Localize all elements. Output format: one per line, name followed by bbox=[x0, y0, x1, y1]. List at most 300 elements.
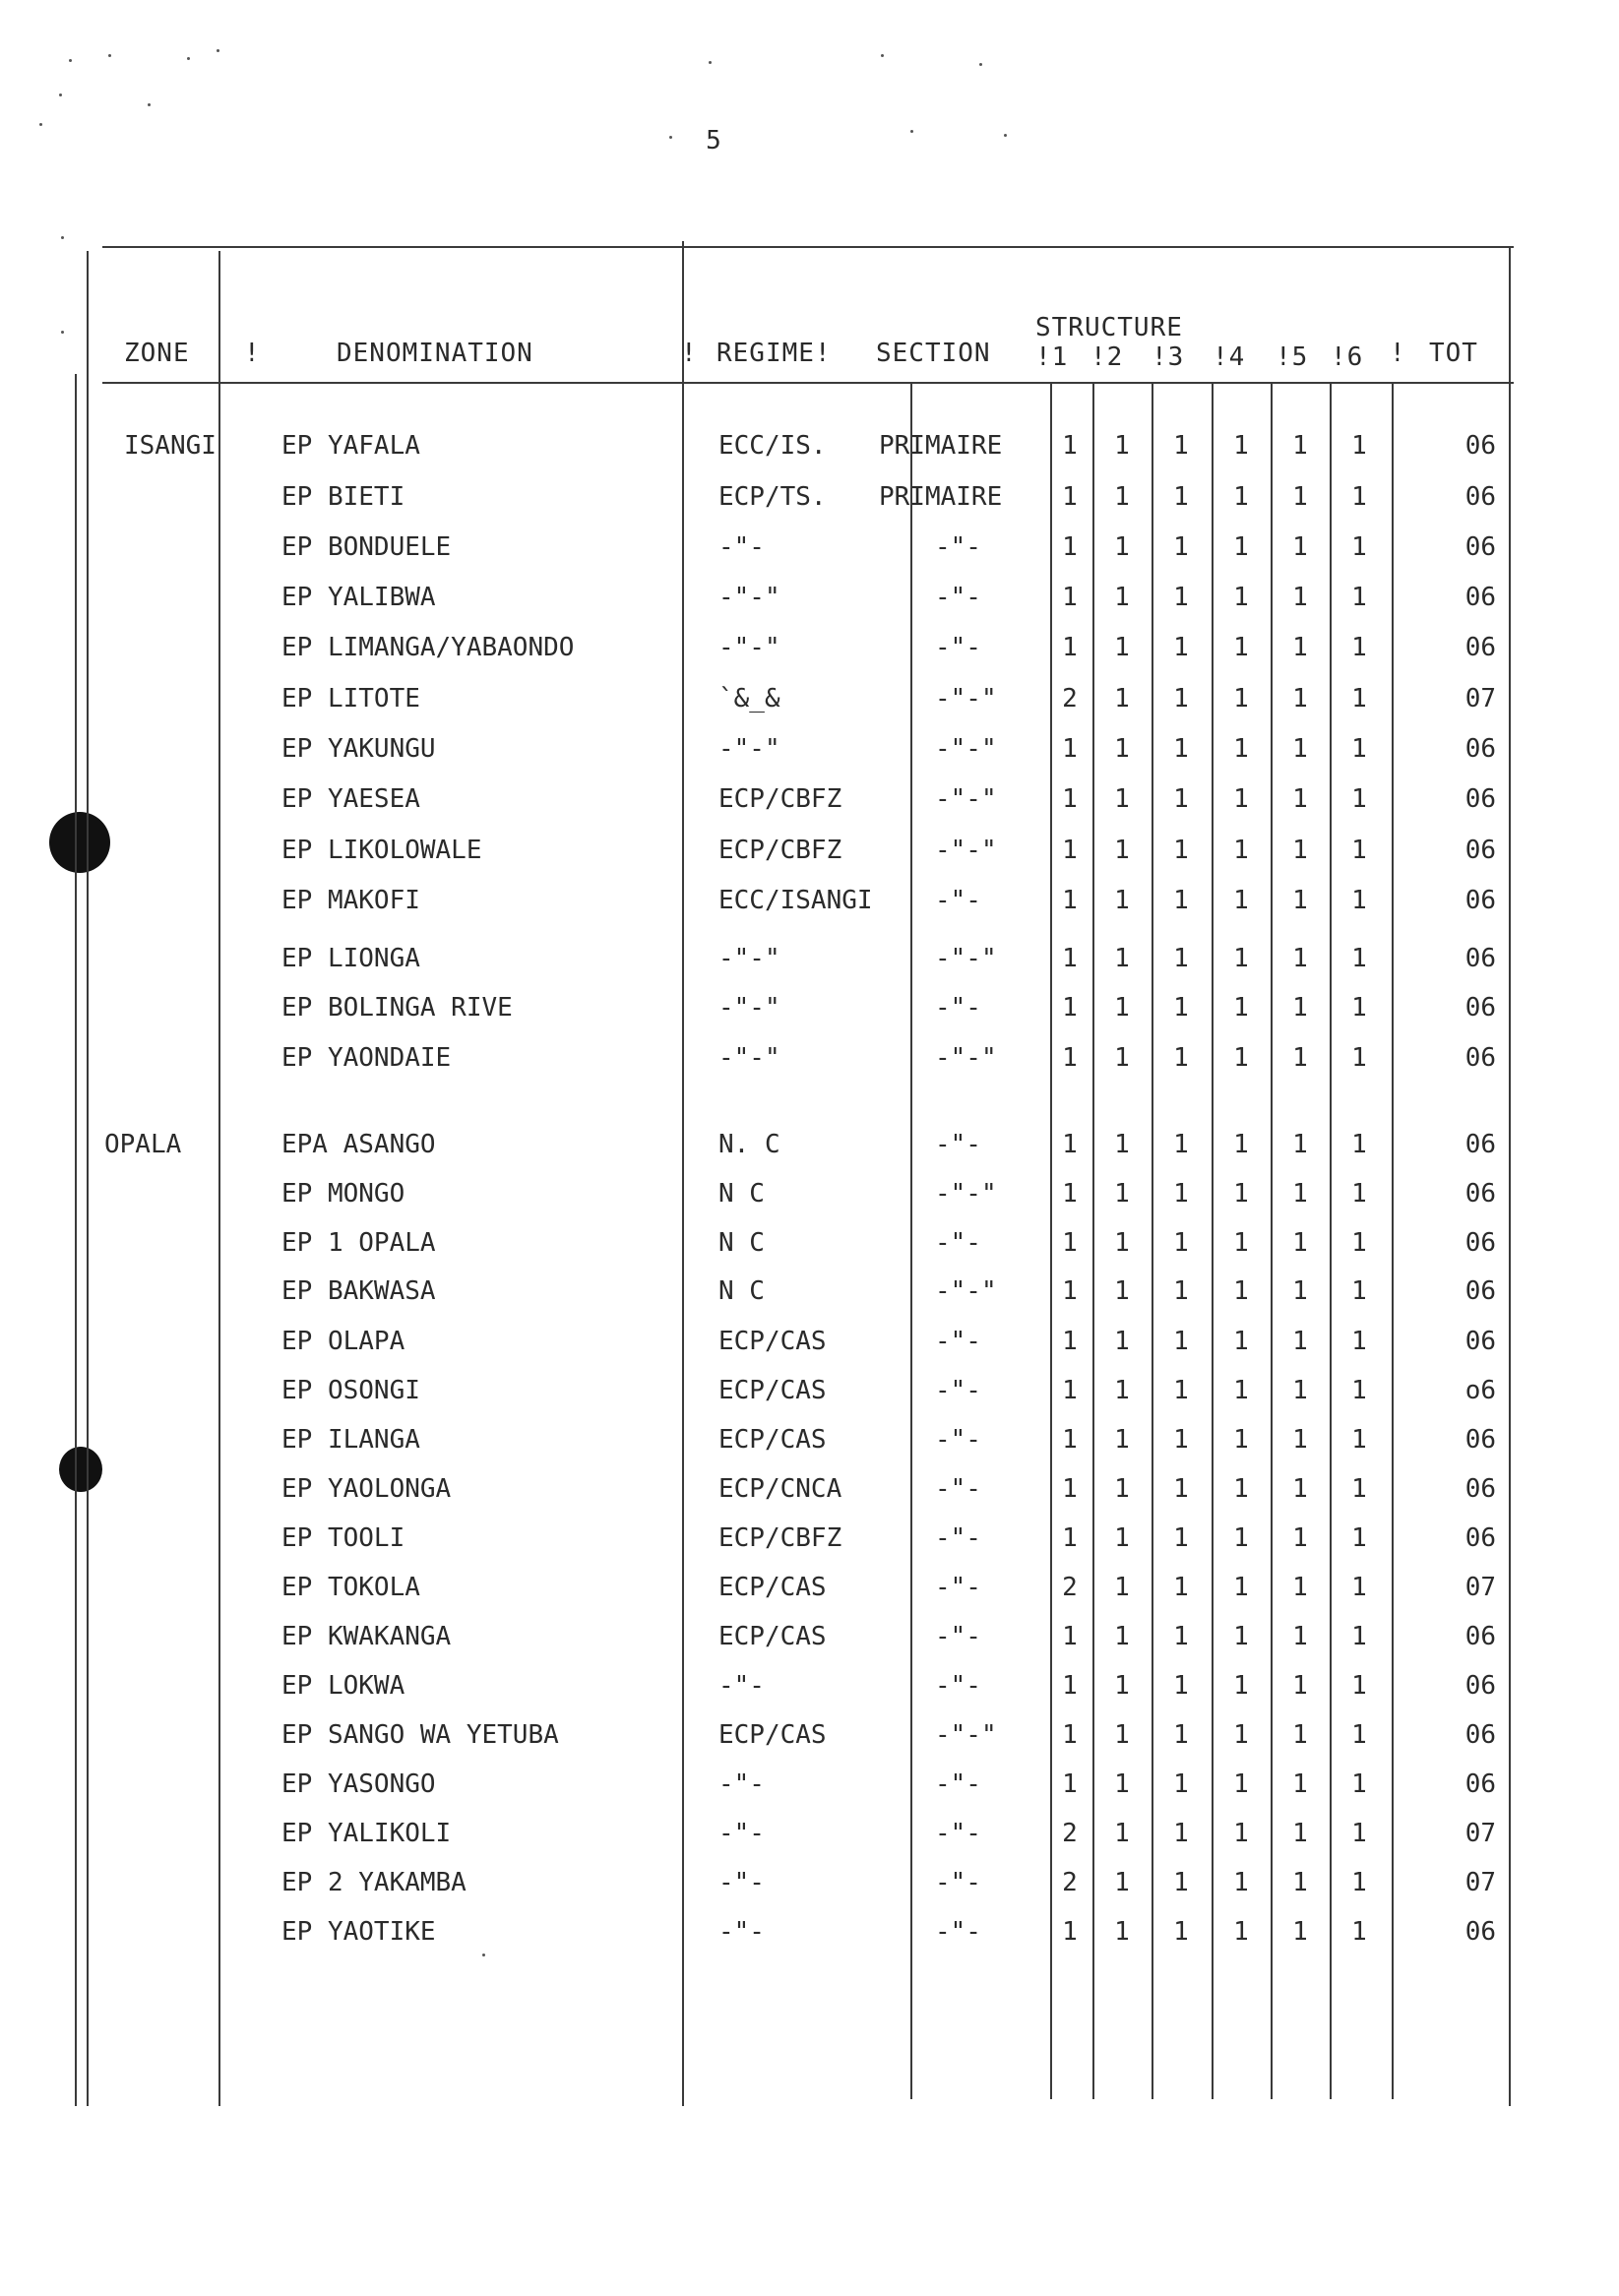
row-structure-4: 1 bbox=[1233, 1179, 1249, 1209]
row-structure-1: 1 bbox=[1062, 1917, 1078, 1947]
row-structure-4: 1 bbox=[1233, 1573, 1249, 1602]
row-structure-1: 1 bbox=[1062, 1043, 1078, 1073]
row-structure-6: 1 bbox=[1351, 734, 1367, 764]
row-structure-2: 1 bbox=[1114, 1573, 1130, 1602]
row-structure-3: 1 bbox=[1173, 1917, 1189, 1947]
row-structure-3: 1 bbox=[1173, 482, 1189, 512]
row-total: 06 bbox=[1464, 583, 1496, 612]
row-structure-3: 1 bbox=[1173, 532, 1189, 562]
row-denomination: EP BOLINGA RIVE bbox=[281, 993, 513, 1023]
row-structure-5: 1 bbox=[1292, 1819, 1308, 1848]
row-regime: -"-" bbox=[718, 1043, 780, 1073]
row-section: -"- bbox=[935, 1474, 981, 1504]
row-structure-6: 1 bbox=[1351, 1043, 1367, 1073]
row-structure-1: 1 bbox=[1062, 1276, 1078, 1306]
row-total: 06 bbox=[1464, 1179, 1496, 1209]
header-regime: REGIME! bbox=[716, 339, 832, 368]
row-structure-4: 1 bbox=[1233, 886, 1249, 915]
header-separator: ! bbox=[681, 339, 698, 368]
row-structure-2: 1 bbox=[1114, 633, 1130, 662]
row-structure-4: 1 bbox=[1233, 784, 1249, 814]
row-total: 06 bbox=[1464, 1523, 1496, 1553]
row-regime: `&_& bbox=[718, 684, 780, 714]
row-regime: ECP/CAS bbox=[718, 1720, 827, 1750]
row-structure-3: 1 bbox=[1173, 1179, 1189, 1209]
row-denomination: EP 1 OPALA bbox=[281, 1228, 436, 1258]
row-structure-3: 1 bbox=[1173, 1474, 1189, 1504]
row-denomination: EP KWAKANGA bbox=[281, 1622, 452, 1651]
row-denomination: EP ILANGA bbox=[281, 1425, 420, 1455]
row-zone: ISANGI bbox=[124, 431, 217, 461]
row-denomination: EP YAOTIKE bbox=[281, 1917, 436, 1947]
row-regime: N. C bbox=[718, 1130, 780, 1159]
row-structure-1: 1 bbox=[1062, 1179, 1078, 1209]
header-separator: ! bbox=[244, 339, 261, 368]
row-structure-2: 1 bbox=[1114, 1671, 1130, 1701]
row-section: -"- bbox=[935, 1622, 981, 1651]
row-total: 06 bbox=[1464, 944, 1496, 973]
row-structure-6: 1 bbox=[1351, 532, 1367, 562]
row-structure-6: 1 bbox=[1351, 1425, 1367, 1455]
row-total: 06 bbox=[1464, 1327, 1496, 1356]
row-total: 06 bbox=[1464, 1622, 1496, 1651]
row-total: 06 bbox=[1464, 482, 1496, 512]
row-structure-4: 1 bbox=[1233, 1376, 1249, 1405]
row-structure-6: 1 bbox=[1351, 1819, 1367, 1848]
row-structure-2: 1 bbox=[1114, 1868, 1130, 1897]
row-structure-3: 1 bbox=[1173, 1376, 1189, 1405]
row-structure-6: 1 bbox=[1351, 1474, 1367, 1504]
row-structure-5: 1 bbox=[1292, 1622, 1308, 1651]
row-structure-1: 1 bbox=[1062, 1228, 1078, 1258]
row-structure-1: 1 bbox=[1062, 1376, 1078, 1405]
row-structure-3: 1 bbox=[1173, 1228, 1189, 1258]
row-structure-1: 2 bbox=[1062, 1868, 1078, 1897]
row-structure-4: 1 bbox=[1233, 1043, 1249, 1073]
row-structure-4: 1 bbox=[1233, 1327, 1249, 1356]
row-structure-6: 1 bbox=[1351, 1228, 1367, 1258]
row-structure-1: 1 bbox=[1062, 1622, 1078, 1651]
row-structure-2: 1 bbox=[1114, 1228, 1130, 1258]
row-section: -"- bbox=[935, 633, 981, 662]
row-structure-6: 1 bbox=[1351, 1671, 1367, 1701]
row-section: PRIMAIRE bbox=[879, 482, 1003, 512]
row-structure-1: 2 bbox=[1062, 684, 1078, 714]
row-structure-4: 1 bbox=[1233, 1276, 1249, 1306]
row-structure-5: 1 bbox=[1292, 1276, 1308, 1306]
row-structure-1: 1 bbox=[1062, 1769, 1078, 1799]
row-section: PRIMAIRE bbox=[879, 431, 1003, 461]
header-structure-6: !6 bbox=[1331, 342, 1364, 372]
row-structure-1: 1 bbox=[1062, 734, 1078, 764]
row-structure-1: 1 bbox=[1062, 532, 1078, 562]
row-structure-1: 1 bbox=[1062, 1720, 1078, 1750]
row-structure-2: 1 bbox=[1114, 1819, 1130, 1848]
row-structure-3: 1 bbox=[1173, 944, 1189, 973]
row-structure-3: 1 bbox=[1173, 1868, 1189, 1897]
row-structure-6: 1 bbox=[1351, 784, 1367, 814]
row-structure-2: 1 bbox=[1114, 1425, 1130, 1455]
row-denomination: EP YAKUNGU bbox=[281, 734, 436, 764]
row-structure-5: 1 bbox=[1292, 734, 1308, 764]
row-section: -"- bbox=[935, 1917, 981, 1947]
row-structure-5: 1 bbox=[1292, 684, 1308, 714]
row-denomination: EP TOOLI bbox=[281, 1523, 405, 1553]
row-denomination: EP BIETI bbox=[281, 482, 405, 512]
row-structure-3: 1 bbox=[1173, 583, 1189, 612]
row-structure-3: 1 bbox=[1173, 1671, 1189, 1701]
row-regime: N C bbox=[718, 1228, 765, 1258]
row-structure-1: 1 bbox=[1062, 1474, 1078, 1504]
row-structure-5: 1 bbox=[1292, 993, 1308, 1023]
row-structure-6: 1 bbox=[1351, 836, 1367, 865]
row-regime: ECP/CNCA bbox=[718, 1474, 842, 1504]
row-structure-1: 1 bbox=[1062, 1425, 1078, 1455]
row-structure-6: 1 bbox=[1351, 1868, 1367, 1897]
row-denomination: EP 2 YAKAMBA bbox=[281, 1868, 467, 1897]
row-section: -"-" bbox=[935, 944, 997, 973]
row-structure-2: 1 bbox=[1114, 1043, 1130, 1073]
row-denomination: EP YALIKOLI bbox=[281, 1819, 452, 1848]
row-total: 06 bbox=[1464, 431, 1496, 461]
row-structure-3: 1 bbox=[1173, 633, 1189, 662]
row-total: 06 bbox=[1464, 532, 1496, 562]
row-section: -"-" bbox=[935, 1276, 997, 1306]
row-section: -"- bbox=[935, 1376, 981, 1405]
row-total: o6 bbox=[1464, 1376, 1496, 1405]
row-structure-5: 1 bbox=[1292, 836, 1308, 865]
row-structure-4: 1 bbox=[1233, 1622, 1249, 1651]
row-section: -"-" bbox=[935, 1043, 997, 1073]
row-structure-6: 1 bbox=[1351, 1769, 1367, 1799]
row-structure-1: 1 bbox=[1062, 482, 1078, 512]
row-structure-6: 1 bbox=[1351, 684, 1367, 714]
row-total: 06 bbox=[1464, 734, 1496, 764]
row-section: -"-" bbox=[935, 684, 997, 714]
row-structure-3: 1 bbox=[1173, 1130, 1189, 1159]
row-total: 07 bbox=[1464, 1868, 1496, 1897]
row-structure-5: 1 bbox=[1292, 1769, 1308, 1799]
row-total: 06 bbox=[1464, 886, 1496, 915]
row-structure-6: 1 bbox=[1351, 1917, 1367, 1947]
row-structure-6: 1 bbox=[1351, 583, 1367, 612]
row-total: 07 bbox=[1464, 1573, 1496, 1602]
row-structure-4: 1 bbox=[1233, 633, 1249, 662]
row-structure-1: 1 bbox=[1062, 633, 1078, 662]
row-structure-1: 2 bbox=[1062, 1573, 1078, 1602]
row-regime: ECP/CBFZ bbox=[718, 784, 842, 814]
row-structure-5: 1 bbox=[1292, 886, 1308, 915]
row-regime: ECP/CAS bbox=[718, 1327, 827, 1356]
row-section: -"- bbox=[935, 1523, 981, 1553]
row-structure-5: 1 bbox=[1292, 1179, 1308, 1209]
row-structure-5: 1 bbox=[1292, 1425, 1308, 1455]
row-structure-4: 1 bbox=[1233, 993, 1249, 1023]
row-denomination: EP SANGO WA YETUBA bbox=[281, 1720, 559, 1750]
row-total: 07 bbox=[1464, 1819, 1496, 1848]
row-regime: -"- bbox=[718, 1868, 765, 1897]
row-structure-4: 1 bbox=[1233, 944, 1249, 973]
row-regime: -"-" bbox=[718, 734, 780, 764]
row-structure-3: 1 bbox=[1173, 784, 1189, 814]
row-structure-5: 1 bbox=[1292, 1868, 1308, 1897]
row-structure-3: 1 bbox=[1173, 684, 1189, 714]
row-total: 06 bbox=[1464, 1130, 1496, 1159]
row-structure-6: 1 bbox=[1351, 1327, 1367, 1356]
row-structure-5: 1 bbox=[1292, 1327, 1308, 1356]
row-structure-2: 1 bbox=[1114, 482, 1130, 512]
row-structure-5: 1 bbox=[1292, 482, 1308, 512]
row-structure-4: 1 bbox=[1233, 1671, 1249, 1701]
row-structure-6: 1 bbox=[1351, 1720, 1367, 1750]
row-structure-5: 1 bbox=[1292, 1228, 1308, 1258]
row-regime: ECP/CAS bbox=[718, 1622, 827, 1651]
row-structure-6: 1 bbox=[1351, 1130, 1367, 1159]
row-regime: ECP/CBFZ bbox=[718, 1523, 842, 1553]
row-section: -"- bbox=[935, 1228, 981, 1258]
row-structure-2: 1 bbox=[1114, 886, 1130, 915]
row-structure-2: 1 bbox=[1114, 1179, 1130, 1209]
header-structure-2: !2 bbox=[1090, 342, 1124, 372]
row-denomination: EP BAKWASA bbox=[281, 1276, 436, 1306]
row-section: -"- bbox=[935, 1769, 981, 1799]
row-regime: -"- bbox=[718, 1769, 765, 1799]
row-structure-4: 1 bbox=[1233, 1769, 1249, 1799]
row-denomination: EP YAONDAIE bbox=[281, 1043, 452, 1073]
row-total: 06 bbox=[1464, 1425, 1496, 1455]
row-total: 06 bbox=[1464, 1671, 1496, 1701]
row-denomination: EP LIKOLOWALE bbox=[281, 836, 482, 865]
row-structure-6: 1 bbox=[1351, 1573, 1367, 1602]
row-structure-5: 1 bbox=[1292, 1573, 1308, 1602]
row-structure-4: 1 bbox=[1233, 836, 1249, 865]
row-denomination: EP MAKOFI bbox=[281, 886, 420, 915]
row-denomination: EP TOKOLA bbox=[281, 1573, 420, 1602]
row-structure-2: 1 bbox=[1114, 684, 1130, 714]
row-structure-6: 1 bbox=[1351, 431, 1367, 461]
row-total: 06 bbox=[1464, 1769, 1496, 1799]
row-denomination: EP LIONGA bbox=[281, 944, 420, 973]
row-structure-1: 1 bbox=[1062, 886, 1078, 915]
header-denomination: DENOMINATION bbox=[337, 339, 533, 368]
row-denomination: EP YALIBWA bbox=[281, 583, 436, 612]
row-structure-5: 1 bbox=[1292, 1917, 1308, 1947]
row-structure-3: 1 bbox=[1173, 734, 1189, 764]
row-structure-2: 1 bbox=[1114, 1327, 1130, 1356]
row-regime: -"-" bbox=[718, 993, 780, 1023]
row-structure-5: 1 bbox=[1292, 431, 1308, 461]
row-structure-5: 1 bbox=[1292, 944, 1308, 973]
row-structure-4: 1 bbox=[1233, 1228, 1249, 1258]
row-structure-1: 1 bbox=[1062, 1671, 1078, 1701]
row-structure-2: 1 bbox=[1114, 1769, 1130, 1799]
row-section: -"- bbox=[935, 1425, 981, 1455]
row-structure-1: 2 bbox=[1062, 1819, 1078, 1848]
row-structure-6: 1 bbox=[1351, 993, 1367, 1023]
row-structure-5: 1 bbox=[1292, 1474, 1308, 1504]
row-section: -"- bbox=[935, 1573, 981, 1602]
row-structure-4: 1 bbox=[1233, 1917, 1249, 1947]
row-section: -"- bbox=[935, 886, 981, 915]
row-structure-2: 1 bbox=[1114, 1130, 1130, 1159]
row-structure-5: 1 bbox=[1292, 583, 1308, 612]
punch-hole-top bbox=[49, 812, 110, 873]
row-regime: -"- bbox=[718, 1671, 765, 1701]
row-total: 06 bbox=[1464, 1720, 1496, 1750]
row-structure-6: 1 bbox=[1351, 1622, 1367, 1651]
row-structure-4: 1 bbox=[1233, 1474, 1249, 1504]
row-structure-6: 1 bbox=[1351, 1376, 1367, 1405]
row-structure-1: 1 bbox=[1062, 836, 1078, 865]
row-structure-4: 1 bbox=[1233, 1523, 1249, 1553]
row-section: -"- bbox=[935, 1671, 981, 1701]
page-number: 5 bbox=[706, 126, 721, 155]
row-structure-5: 1 bbox=[1292, 532, 1308, 562]
row-structure-2: 1 bbox=[1114, 993, 1130, 1023]
header-structure-3: !3 bbox=[1152, 342, 1185, 372]
row-structure-4: 1 bbox=[1233, 1130, 1249, 1159]
row-structure-2: 1 bbox=[1114, 431, 1130, 461]
row-structure-3: 1 bbox=[1173, 431, 1189, 461]
row-structure-1: 1 bbox=[1062, 1523, 1078, 1553]
row-section: -"- bbox=[935, 1868, 981, 1897]
row-denomination: EP BONDUELE bbox=[281, 532, 452, 562]
row-denomination: EP LOKWA bbox=[281, 1671, 405, 1701]
row-regime: -"-" bbox=[718, 583, 780, 612]
row-denomination: EP YAFALA bbox=[281, 431, 420, 461]
row-section: -"- bbox=[935, 583, 981, 612]
row-regime: N C bbox=[718, 1276, 765, 1306]
row-denomination: EP OLAPA bbox=[281, 1327, 405, 1356]
header-zone: ZONE bbox=[124, 339, 190, 368]
row-regime: -"-" bbox=[718, 633, 780, 662]
row-total: 06 bbox=[1464, 836, 1496, 865]
row-structure-5: 1 bbox=[1292, 1523, 1308, 1553]
row-regime: ECP/CAS bbox=[718, 1376, 827, 1405]
row-structure-2: 1 bbox=[1114, 1917, 1130, 1947]
row-structure-4: 1 bbox=[1233, 482, 1249, 512]
row-denomination: EP YAESEA bbox=[281, 784, 420, 814]
row-total: 06 bbox=[1464, 1043, 1496, 1073]
header-total: TOT bbox=[1429, 339, 1478, 368]
row-section: -"- bbox=[935, 1130, 981, 1159]
header-structure-5: !5 bbox=[1276, 342, 1309, 372]
row-regime: -"- bbox=[718, 1819, 765, 1848]
row-structure-3: 1 bbox=[1173, 1425, 1189, 1455]
row-structure-3: 1 bbox=[1173, 1573, 1189, 1602]
row-denomination: EP OSONGI bbox=[281, 1376, 420, 1405]
row-regime: -"- bbox=[718, 1917, 765, 1947]
row-structure-2: 1 bbox=[1114, 1622, 1130, 1651]
row-structure-5: 1 bbox=[1292, 1043, 1308, 1073]
row-structure-5: 1 bbox=[1292, 1720, 1308, 1750]
row-section: -"- bbox=[935, 993, 981, 1023]
row-structure-2: 1 bbox=[1114, 583, 1130, 612]
row-structure-3: 1 bbox=[1173, 1622, 1189, 1651]
row-structure-2: 1 bbox=[1114, 532, 1130, 562]
row-structure-3: 1 bbox=[1173, 993, 1189, 1023]
row-section: -"- bbox=[935, 532, 981, 562]
row-structure-3: 1 bbox=[1173, 836, 1189, 865]
row-structure-4: 1 bbox=[1233, 431, 1249, 461]
row-structure-4: 1 bbox=[1233, 1720, 1249, 1750]
row-total: 06 bbox=[1464, 1917, 1496, 1947]
row-structure-3: 1 bbox=[1173, 1043, 1189, 1073]
row-structure-4: 1 bbox=[1233, 1868, 1249, 1897]
row-structure-4: 1 bbox=[1233, 1425, 1249, 1455]
row-section: -"-" bbox=[935, 784, 997, 814]
row-structure-3: 1 bbox=[1173, 1769, 1189, 1799]
row-structure-2: 1 bbox=[1114, 1474, 1130, 1504]
row-structure-2: 1 bbox=[1114, 1376, 1130, 1405]
row-total: 06 bbox=[1464, 1228, 1496, 1258]
row-regime: ECP/TS. bbox=[718, 482, 827, 512]
row-structure-1: 1 bbox=[1062, 583, 1078, 612]
row-structure-5: 1 bbox=[1292, 633, 1308, 662]
row-structure-5: 1 bbox=[1292, 1130, 1308, 1159]
row-structure-3: 1 bbox=[1173, 1276, 1189, 1306]
row-total: 06 bbox=[1464, 1276, 1496, 1306]
row-structure-1: 1 bbox=[1062, 993, 1078, 1023]
row-regime: ECP/CAS bbox=[718, 1425, 827, 1455]
header-structure-4: !4 bbox=[1213, 342, 1246, 372]
row-structure-4: 1 bbox=[1233, 532, 1249, 562]
row-denomination: EP YASONGO bbox=[281, 1769, 436, 1799]
row-regime: ECP/CBFZ bbox=[718, 836, 842, 865]
row-structure-2: 1 bbox=[1114, 734, 1130, 764]
row-structure-6: 1 bbox=[1351, 1276, 1367, 1306]
row-structure-6: 1 bbox=[1351, 482, 1367, 512]
row-structure-3: 1 bbox=[1173, 1523, 1189, 1553]
row-total: 06 bbox=[1464, 633, 1496, 662]
row-structure-5: 1 bbox=[1292, 1376, 1308, 1405]
row-section: -"- bbox=[935, 1819, 981, 1848]
row-structure-2: 1 bbox=[1114, 1276, 1130, 1306]
row-structure-6: 1 bbox=[1351, 1523, 1367, 1553]
header-section: SECTION bbox=[876, 339, 991, 368]
row-structure-1: 1 bbox=[1062, 784, 1078, 814]
row-structure-4: 1 bbox=[1233, 1819, 1249, 1848]
row-denomination: EP MONGO bbox=[281, 1179, 405, 1209]
row-section: -"- bbox=[935, 1327, 981, 1356]
row-structure-6: 1 bbox=[1351, 886, 1367, 915]
row-structure-3: 1 bbox=[1173, 1819, 1189, 1848]
row-section: -"-" bbox=[935, 1179, 997, 1209]
row-structure-4: 1 bbox=[1233, 684, 1249, 714]
row-structure-5: 1 bbox=[1292, 1671, 1308, 1701]
row-structure-2: 1 bbox=[1114, 1720, 1130, 1750]
row-structure-1: 1 bbox=[1062, 944, 1078, 973]
row-denomination: EP YAOLONGA bbox=[281, 1474, 452, 1504]
row-regime: -"-" bbox=[718, 944, 780, 973]
row-structure-2: 1 bbox=[1114, 1523, 1130, 1553]
row-structure-3: 1 bbox=[1173, 886, 1189, 915]
row-section: -"-" bbox=[935, 734, 997, 764]
row-total: 06 bbox=[1464, 993, 1496, 1023]
row-denomination: EP LITOTE bbox=[281, 684, 420, 714]
row-regime: ECC/IS. bbox=[718, 431, 827, 461]
row-structure-4: 1 bbox=[1233, 734, 1249, 764]
row-denomination: EP LIMANGA/YABAONDO bbox=[281, 633, 575, 662]
header-separator: ! bbox=[1390, 339, 1406, 368]
row-structure-1: 1 bbox=[1062, 1130, 1078, 1159]
header-structure: STRUCTURE bbox=[1035, 313, 1183, 342]
row-structure-2: 1 bbox=[1114, 944, 1130, 973]
row-structure-2: 1 bbox=[1114, 784, 1130, 814]
row-structure-4: 1 bbox=[1233, 583, 1249, 612]
row-structure-1: 1 bbox=[1062, 1327, 1078, 1356]
row-total: 07 bbox=[1464, 684, 1496, 714]
